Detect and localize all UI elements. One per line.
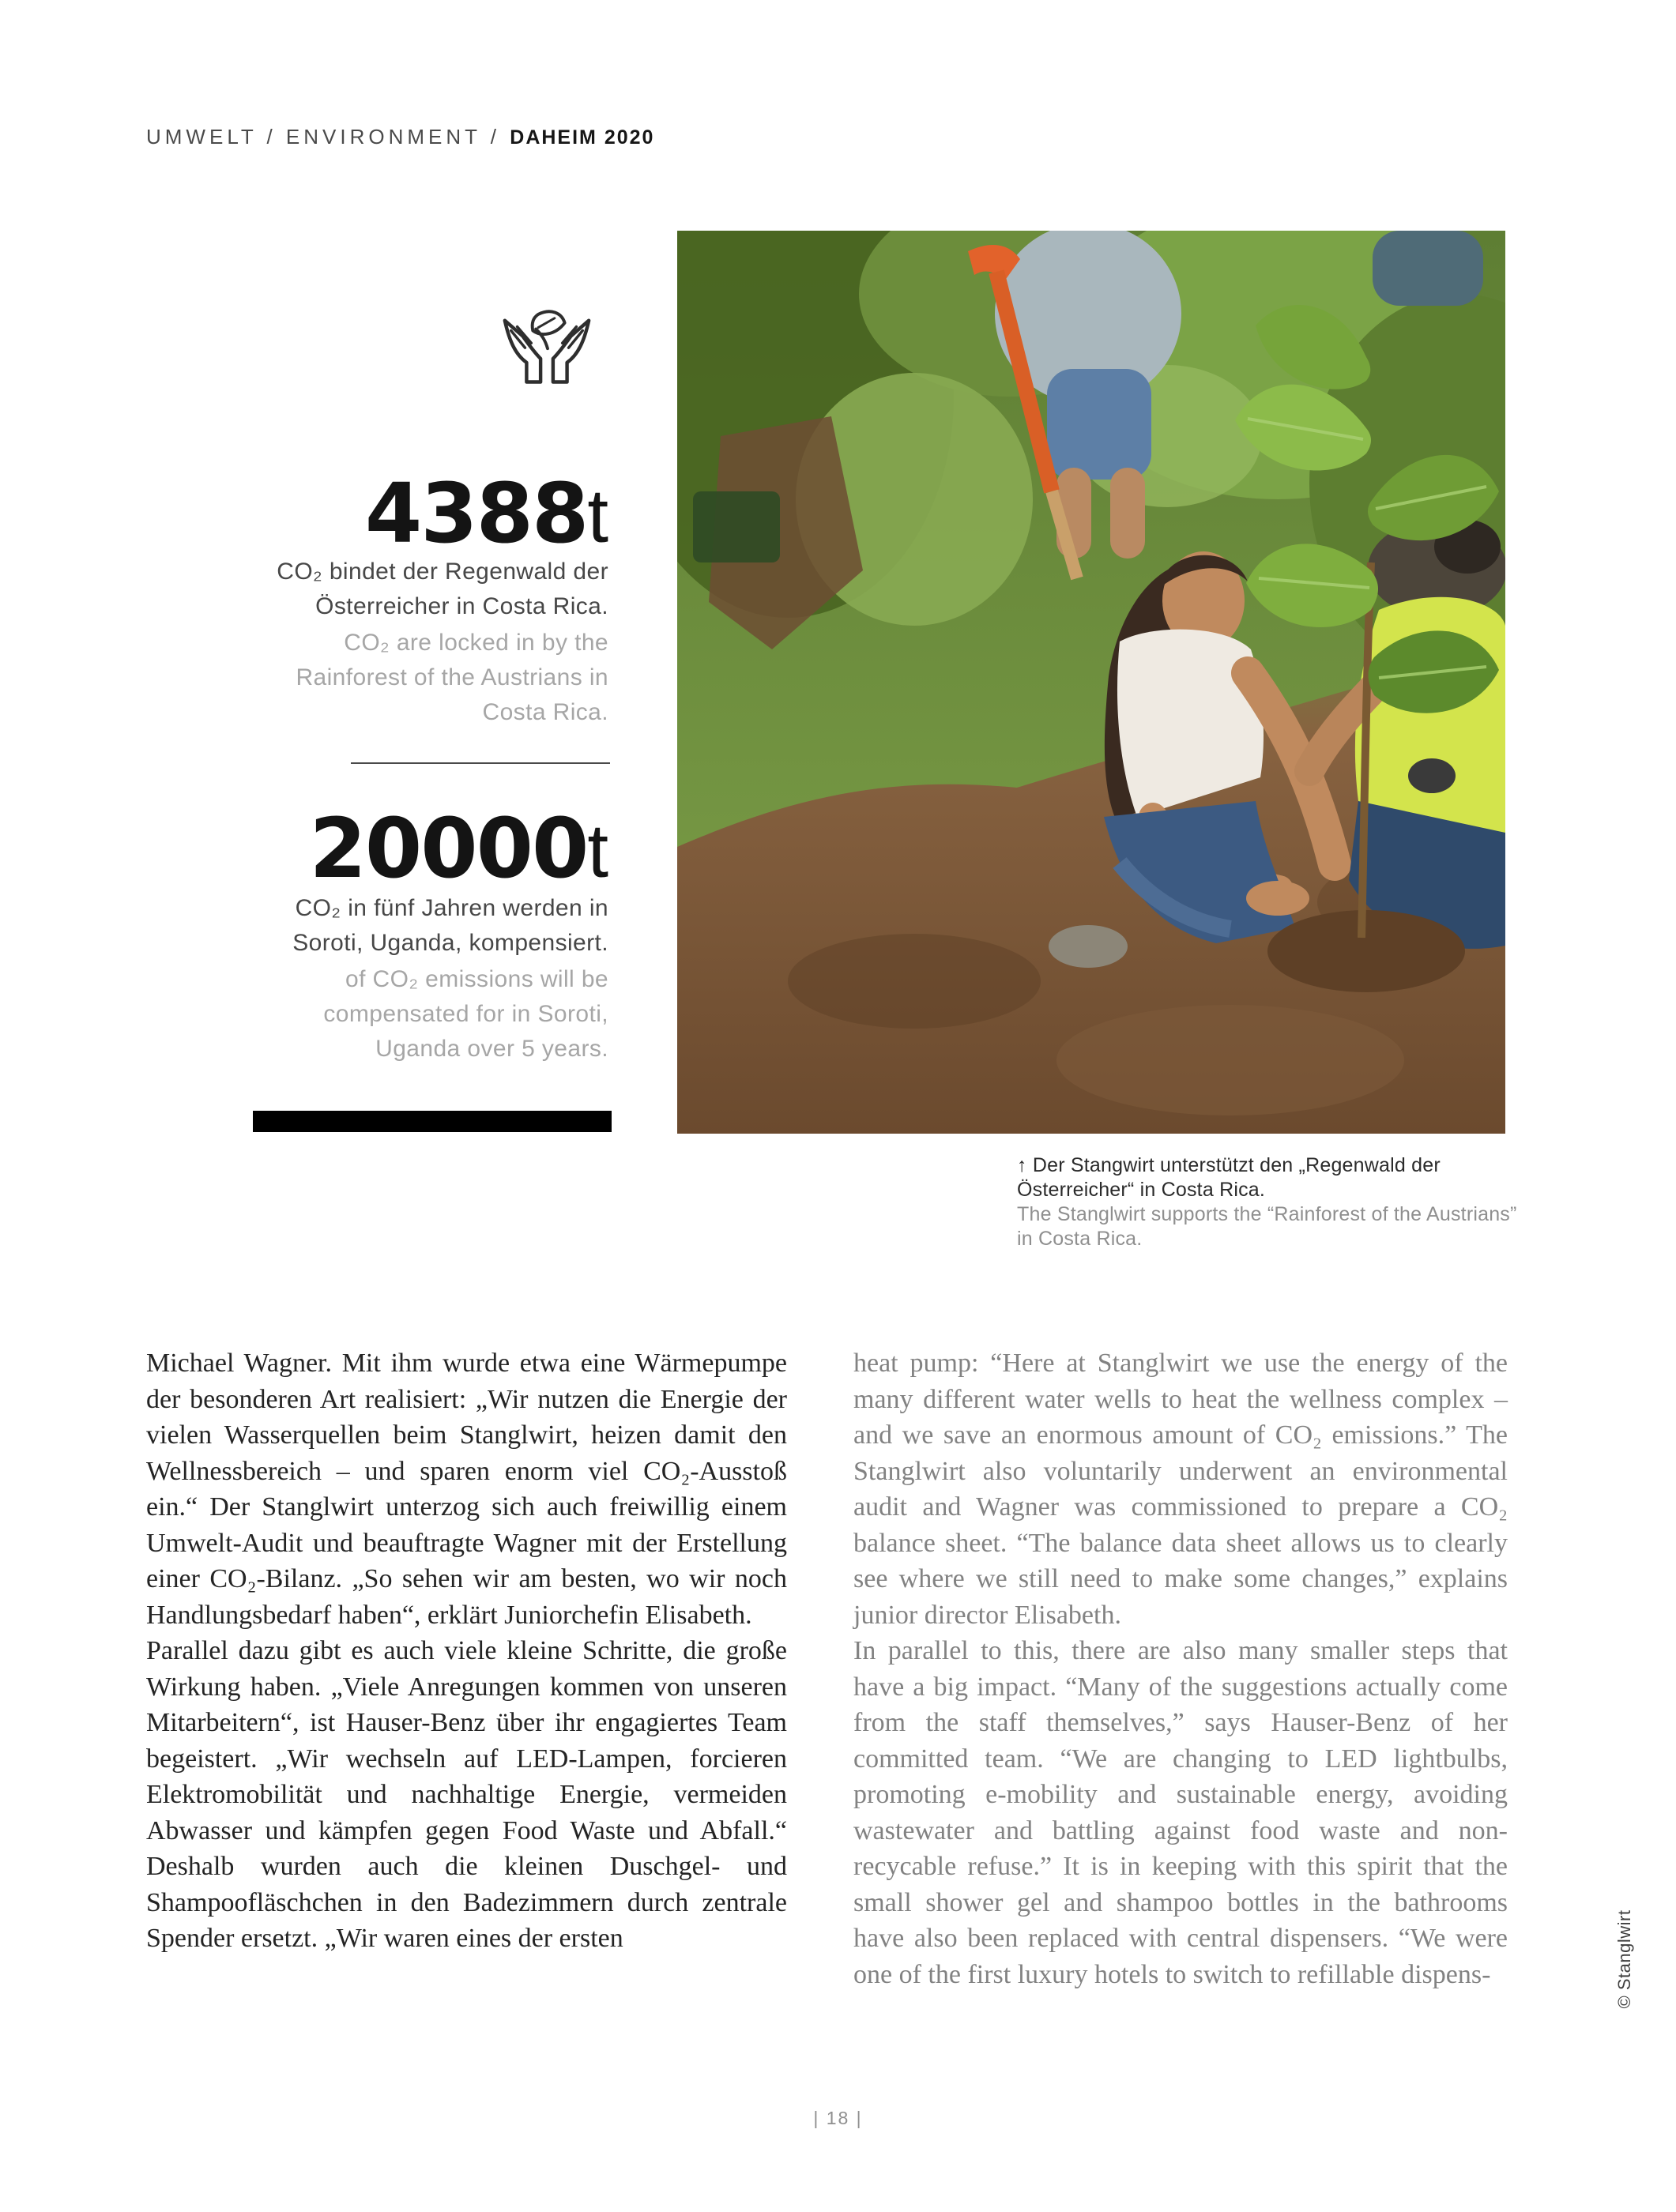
photo-caption	[1017, 1153, 1523, 1251]
tree-planting-photo	[677, 231, 1505, 1134]
photo-caption-german: ↑ Der Stangwirt unterstützt den „Regenwald der Österreicher“ in Costa Rica.	[1017, 1154, 1441, 1201]
stat-divider-line	[351, 762, 610, 764]
page-header	[146, 125, 654, 149]
page-number: | 18 |	[813, 2108, 863, 2128]
stat-caption-english: CO₂ are locked in by the Rainforest of the Austrians in Costa Rica.	[296, 630, 608, 725]
hands-holding-leaf-icon	[496, 307, 597, 400]
photo-caption-english: The Stanglwirt supports the “Rainforest of the Austrians” in Costa Rica.	[1017, 1203, 1517, 1250]
photo-credit: © Stanglwirt	[1614, 1909, 1634, 2009]
stat-caption-english: of CO₂ emissions will be compensated for in Soroti, Uganda over 5 years.	[323, 966, 608, 1062]
article-column-english	[853, 1345, 1508, 1992]
paragraph: Michael Wagner. Mit ihm wurde etwa eine Wärmepumpe der besonderen Art realisiert: „Wir nutzen die Energie der vielen Wasserquellen beim Stanglwirt, heizen damit den Wellnessbereich – und sparen enorm viel CO₂-Ausstoß ein.“ Der Stanglwirt unterzog sich auch freiwillig einem Umwelt-Audit und beauftragte Wagner mit der Erstellung einer CO₂-Bilanz. „So sehen wir am besten, wo wir noch Handlungsbedarf haben“, erklärt Juniorchefin Elisabeth.	[146, 1349, 787, 1630]
paragraph: Parallel dazu gibt es auch viele kleine Schritte, die große Wirkung haben. „Viele Anregungen kommen von unseren Mitarbeitern“, ist Hauser-Benz über ihr engagiertes Team begeistert. „Wir wechseln auf LED-Lampen, forcieren Elektromobilität und nachhaltige Energie, vermeiden Abwasser und kämpfen gegen Food Waste und Abfall.“ Deshalb wurden auch die kleinen Duschgel- und Shampoofläschchen in den Badezimmern durch zentrale Spender ersetzt. „Wir waren eines der ersten	[146, 1636, 787, 1953]
stat-caption-german: CO₂ in fünf Jahren werden in Soroti, Uganda, kompensiert.	[292, 895, 608, 956]
stat-unit: t	[587, 474, 608, 559]
stat-value-rainforest	[364, 465, 608, 562]
stat-number-text: 4388	[364, 465, 588, 562]
paragraph: heat pump: “Here at Stanglwirt we use the energy of the many different water wells to heat the wellness complex – and we save an enormous amount of CO₂ emissions.” The Stanglwirt also voluntarily underwent an environmental audit and Wagner was commissioned to prepare a CO₂ balance sheet. “The balance data sheet allows us to clearly see where we still need to make some changes,” explains junior director Elisabeth.	[853, 1349, 1508, 1630]
paragraph: In parallel to this, there are also many smaller steps that have a big impact. “Many of the suggestions actually come from the staff themselves,” says Hauser-Benz of her committed team. “We are changing to LED lightbulbs, promoting e-mobility and sustainable energy, avoiding wastewater and battling against food waste and non-recycable refuse.” It is in keeping with this spirit that the small shower gel and shampoo bottles in the bathrooms have also been replaced with central dispensers. “We were one of the first luxury hotels to switch to refillable dispens-	[853, 1636, 1508, 1989]
stat-unit: t	[587, 809, 608, 893]
decorative-black-bar	[253, 1111, 612, 1132]
stat-number-text: 20000	[309, 800, 588, 897]
stat-value-compensation	[309, 800, 609, 897]
stat-caption-german: CO₂ bindet der Regenwald der Österreicher in Costa Rica.	[277, 559, 608, 619]
article-column-german	[146, 1345, 787, 1957]
issue-label: DAHEIM 2020	[510, 126, 655, 149]
section-label: UMWELT / ENVIRONMENT /	[146, 125, 501, 149]
